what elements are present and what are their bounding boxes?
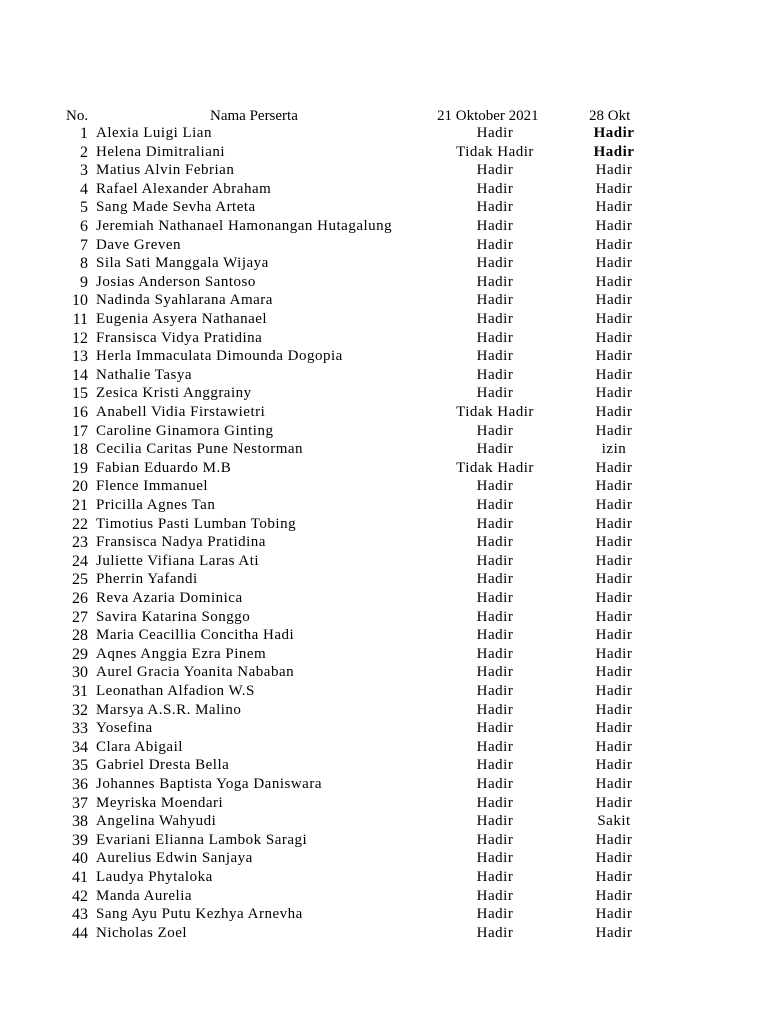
status-21-oktober: Hadir <box>476 608 514 625</box>
status-21-oktober: Hadir <box>476 311 514 327</box>
participant-name: Nicholas Zoel <box>96 924 188 941</box>
status-21-oktober: Hadir <box>476 552 514 569</box>
row-number: 23 <box>72 534 88 552</box>
participant-name: Matius Alvin Febrian <box>96 162 235 179</box>
status-21-oktober: Hadir <box>476 869 514 885</box>
participant-name: Evariani Elianna Lambok Saragi <box>96 831 308 848</box>
table-row <box>0 255 768 274</box>
row-number: 44 <box>72 924 88 942</box>
participant-name: Dave Greven <box>96 236 182 253</box>
status-28-okt: Hadir <box>595 831 633 848</box>
participant-name: Reva Azaria Dominica <box>96 590 243 606</box>
status-28-okt: Hadir <box>595 906 633 923</box>
row-number: 24 <box>72 552 88 570</box>
table-row <box>0 776 768 795</box>
row-number: 22 <box>72 515 88 533</box>
table-row <box>0 237 768 256</box>
status-21-oktober: Hadir <box>476 273 514 290</box>
row-number: 20 <box>72 478 88 496</box>
participant-name: Clara Abigail <box>96 738 183 755</box>
table-row <box>0 125 768 144</box>
status-28-okt: Hadir <box>595 571 633 588</box>
table-row <box>0 906 768 925</box>
status-28-okt: Hadir <box>595 701 633 718</box>
status-28-okt: Hadir <box>595 180 633 197</box>
table-row <box>0 404 768 423</box>
table-row <box>0 664 768 683</box>
table-row <box>0 795 768 814</box>
participant-name: Gabriel Dresta Bella <box>96 757 230 774</box>
status-28-okt: Hadir <box>595 515 633 532</box>
row-number: 32 <box>72 701 88 719</box>
status-28-okt: Hadir <box>595 497 633 513</box>
participant-name: Angelina Wahyudi <box>96 813 217 830</box>
table-row <box>0 571 768 590</box>
row-number: 15 <box>72 385 88 403</box>
participant-name: Caroline Ginamora Ginting <box>96 422 274 439</box>
status-28-okt: Hadir <box>595 292 633 309</box>
status-28-okt: Hadir <box>595 738 633 755</box>
status-28-okt: Hadir <box>595 236 633 253</box>
status-28-okt: Hadir <box>595 645 633 662</box>
participant-name: Flence Immanuel <box>96 478 209 495</box>
row-number: 11 <box>72 311 88 328</box>
participant-name: Zesica Kristi Anggrainy <box>96 385 252 402</box>
status-28-okt: Hadir <box>595 255 633 272</box>
status-21-oktober: Hadir <box>476 590 514 606</box>
participant-name: Anabell Vidia Firstawietri <box>96 404 266 420</box>
status-21-oktober: Hadir <box>476 255 514 272</box>
status-28-okt: Hadir <box>595 348 633 365</box>
row-number: 12 <box>72 329 88 347</box>
table-row <box>0 627 768 646</box>
table-row <box>0 888 768 907</box>
table-row <box>0 385 768 404</box>
participant-name: Aurel Gracia Yoanita Nababan <box>96 664 295 681</box>
participant-name: Helena Dimitraliani <box>96 143 226 160</box>
table-row <box>0 590 768 609</box>
table-row <box>0 423 768 442</box>
row-number: 14 <box>72 366 88 384</box>
participant-name: Meyriska Moendari <box>96 794 224 811</box>
participant-name: Savira Katarina Songgo <box>96 608 251 625</box>
row-number: 37 <box>72 794 88 812</box>
table-row <box>0 144 768 163</box>
status-21-oktober: Hadir <box>476 645 514 662</box>
participant-name: Fransisca Vidya Pratidina <box>96 329 263 346</box>
participant-name: Fabian Eduardo M.B <box>96 459 232 476</box>
status-28-okt: Hadir <box>595 366 633 383</box>
row-number: 40 <box>72 850 88 868</box>
status-21-oktober: Hadir <box>476 813 514 830</box>
row-number: 21 <box>72 497 88 514</box>
participant-name: Rafael Alexander Abraham <box>96 180 272 197</box>
status-28-okt: Hadir <box>595 478 633 495</box>
row-number: 28 <box>72 627 88 645</box>
header-date-21-oktober: 21 Oktober 2021 <box>437 108 539 124</box>
table-row <box>0 516 768 535</box>
table-row <box>0 757 768 776</box>
row-number: 6 <box>80 218 88 235</box>
status-21-oktober: Hadir <box>476 794 514 811</box>
status-21-oktober: Hadir <box>476 292 514 309</box>
table-row <box>0 646 768 665</box>
status-28-okt: Hadir <box>595 404 633 420</box>
status-21-oktober: Hadir <box>476 515 514 532</box>
row-number: 4 <box>80 180 88 198</box>
status-21-oktober: Hadir <box>476 776 514 792</box>
status-28-okt: Hadir <box>595 534 633 551</box>
row-number: 2 <box>80 143 88 161</box>
row-number: 42 <box>72 887 88 905</box>
participant-name: Josias Anderson Santoso <box>96 273 256 290</box>
status-21-oktober: Hadir <box>476 757 514 774</box>
status-21-oktober: Hadir <box>476 236 514 253</box>
row-number: 36 <box>72 776 88 793</box>
participant-name: Timotius Pasti Lumban Tobing <box>96 515 297 532</box>
status-21-oktober: Hadir <box>476 180 514 197</box>
status-28-okt: Hadir <box>595 552 633 569</box>
status-21-oktober: Hadir <box>476 348 514 365</box>
status-21-oktober: Hadir <box>476 738 514 755</box>
status-21-oktober: Hadir <box>476 199 514 216</box>
row-number: 10 <box>72 292 88 310</box>
participant-name: Nadinda Syahlarana Amara <box>96 292 273 309</box>
status-28-okt: Hadir <box>595 608 633 625</box>
status-21-oktober: Hadir <box>476 534 514 551</box>
row-number: 19 <box>72 459 88 477</box>
table-row <box>0 460 768 479</box>
status-21-oktober: Hadir <box>476 218 514 234</box>
status-28-okt: Hadir <box>595 199 633 216</box>
row-number: 3 <box>80 162 88 180</box>
status-21-oktober: Hadir <box>476 125 514 141</box>
status-28-okt: Sakit <box>597 813 631 830</box>
status-28-okt: Hadir <box>595 887 633 904</box>
table-row <box>0 702 768 721</box>
header-no: No. <box>66 108 89 124</box>
status-28-okt: Hadir <box>595 627 633 644</box>
participant-name: Aurelius Edwin Sanjaya <box>96 850 253 867</box>
participant-name: Alexia Luigi Lian <box>96 125 212 141</box>
row-number: 5 <box>80 199 88 217</box>
participant-name: Johannes Baptista Yoga Daniswara <box>96 776 322 792</box>
participant-name: Laudya Phytaloka <box>96 869 213 885</box>
row-number: 18 <box>72 441 88 459</box>
status-21-oktober: Hadir <box>476 497 514 513</box>
row-number: 43 <box>72 906 88 924</box>
table-row <box>0 925 768 944</box>
header-name: Nama Perserta <box>210 108 298 124</box>
row-number: 7 <box>80 236 88 254</box>
row-number: 29 <box>72 645 88 663</box>
table-row <box>0 292 768 311</box>
participant-name: Pricilla Agnes Tan <box>96 497 216 513</box>
status-21-oktober: Hadir <box>476 720 514 737</box>
row-number: 1 <box>80 125 88 142</box>
status-28-okt: Hadir <box>595 218 633 234</box>
table-row <box>0 869 768 888</box>
status-21-oktober: Hadir <box>476 478 514 495</box>
table-row <box>0 850 768 869</box>
row-number: 30 <box>72 664 88 682</box>
status-28-okt: Hadir <box>595 311 633 327</box>
status-28-okt: Hadir <box>595 776 633 792</box>
status-21-oktober: Hadir <box>476 441 514 458</box>
row-number: 39 <box>72 831 88 849</box>
status-28-okt: Hadir <box>595 757 633 774</box>
participant-name: Fransisca Nadya Pratidina <box>96 534 266 551</box>
table-row <box>0 813 768 832</box>
table-row <box>0 199 768 218</box>
table-row <box>0 497 768 516</box>
status-28-okt: Hadir <box>595 664 633 681</box>
row-number: 25 <box>72 571 88 589</box>
status-28-okt: Hadir <box>595 720 633 737</box>
status-28-okt: Hadir <box>595 422 633 439</box>
table-row <box>0 348 768 367</box>
table-row <box>0 311 768 330</box>
table-row <box>0 553 768 572</box>
participant-name: Juliette Vifiana Laras Ati <box>96 552 260 569</box>
status-21-oktober: Hadir <box>476 850 514 867</box>
participant-name: Aqnes Anggia Ezra Pinem <box>96 645 267 662</box>
status-21-oktober: Hadir <box>476 422 514 439</box>
row-number: 34 <box>72 738 88 756</box>
status-21-oktober: Hadir <box>476 683 514 699</box>
status-28-okt: Hadir <box>595 869 633 885</box>
status-21-oktober: Hadir <box>476 627 514 644</box>
table-row <box>0 441 768 460</box>
participant-name: Marsya A.S.R. Malino <box>96 701 242 718</box>
participant-name: Nathalie Tasya <box>96 366 193 383</box>
participant-name: Yosefina <box>96 720 153 737</box>
table-row <box>0 832 768 851</box>
row-number: 17 <box>72 422 88 440</box>
status-28-okt: Hadir <box>595 273 633 290</box>
table-row <box>0 162 768 181</box>
table-row <box>0 330 768 349</box>
participant-name: Leonathan Alfadion W.S <box>96 683 255 699</box>
table-row <box>0 609 768 628</box>
table-row <box>0 720 768 739</box>
status-21-oktober: Hadir <box>476 571 514 588</box>
status-28-okt: Hadir <box>595 794 633 811</box>
table-row <box>0 274 768 293</box>
status-28-okt: Hadir <box>595 385 633 402</box>
participant-name: Sang Ayu Putu Kezhya Arnevha <box>96 906 303 923</box>
table-row <box>0 534 768 553</box>
status-28-okt: Hadir <box>593 143 635 160</box>
status-28-okt: Hadir <box>595 162 633 179</box>
row-number: 35 <box>72 757 88 775</box>
row-number: 31 <box>72 683 88 700</box>
status-28-okt: izin <box>601 441 627 458</box>
table-row <box>0 683 768 702</box>
table-row <box>0 218 768 237</box>
row-number: 9 <box>80 273 88 291</box>
row-number: 8 <box>80 255 88 273</box>
status-21-oktober: Hadir <box>476 366 514 383</box>
row-number: 16 <box>72 404 88 421</box>
participant-name: Maria Ceacillia Concitha Hadi <box>96 627 295 644</box>
status-21-oktober: Hadir <box>476 162 514 179</box>
row-number: 33 <box>72 720 88 738</box>
table-row <box>0 367 768 386</box>
status-21-oktober: Hadir <box>476 831 514 848</box>
status-21-oktober: Hadir <box>476 664 514 681</box>
participant-name: Manda Aurelia <box>96 887 193 904</box>
row-number: 38 <box>72 813 88 831</box>
participant-name: Sila Sati Manggala Wijaya <box>96 255 269 272</box>
table-row <box>0 739 768 758</box>
participant-name: Cecilia Caritas Pune Nestorman <box>96 441 304 458</box>
table-row <box>0 181 768 200</box>
header-date-28-okt: 28 Okt <box>589 108 631 124</box>
status-21-oktober: Hadir <box>476 906 514 923</box>
participant-name: Herla Immaculata Dimounda Dogopia <box>96 348 343 365</box>
participant-name: Eugenia Asyera Nathanael <box>96 311 268 327</box>
status-28-okt: Hadir <box>595 459 633 476</box>
status-21-oktober: Tidak Hadir <box>456 404 534 420</box>
status-21-oktober: Hadir <box>476 385 514 402</box>
status-28-okt: Hadir <box>595 850 633 867</box>
status-21-oktober: Hadir <box>476 924 514 941</box>
status-21-oktober: Tidak Hadir <box>456 143 534 160</box>
participant-name: Jeremiah Nathanael Hamonangan Hutagalung <box>96 218 393 234</box>
status-21-oktober: Hadir <box>476 701 514 718</box>
row-number: 13 <box>72 348 88 366</box>
status-28-okt: Hadir <box>595 683 633 699</box>
row-number: 27 <box>72 608 88 626</box>
status-28-okt: Hadir <box>595 924 633 941</box>
status-28-okt: Hadir <box>593 125 635 141</box>
row-number: 26 <box>72 590 88 607</box>
status-28-okt: Hadir <box>595 329 633 346</box>
status-21-oktober: Hadir <box>476 887 514 904</box>
participant-name: Pherrin Yafandi <box>96 571 198 588</box>
table-row <box>0 478 768 497</box>
status-21-oktober: Hadir <box>476 329 514 346</box>
status-28-okt: Hadir <box>595 590 633 606</box>
status-21-oktober: Tidak Hadir <box>456 459 534 476</box>
participant-name: Sang Made Sevha Arteta <box>96 199 256 216</box>
row-number: 41 <box>72 869 88 886</box>
